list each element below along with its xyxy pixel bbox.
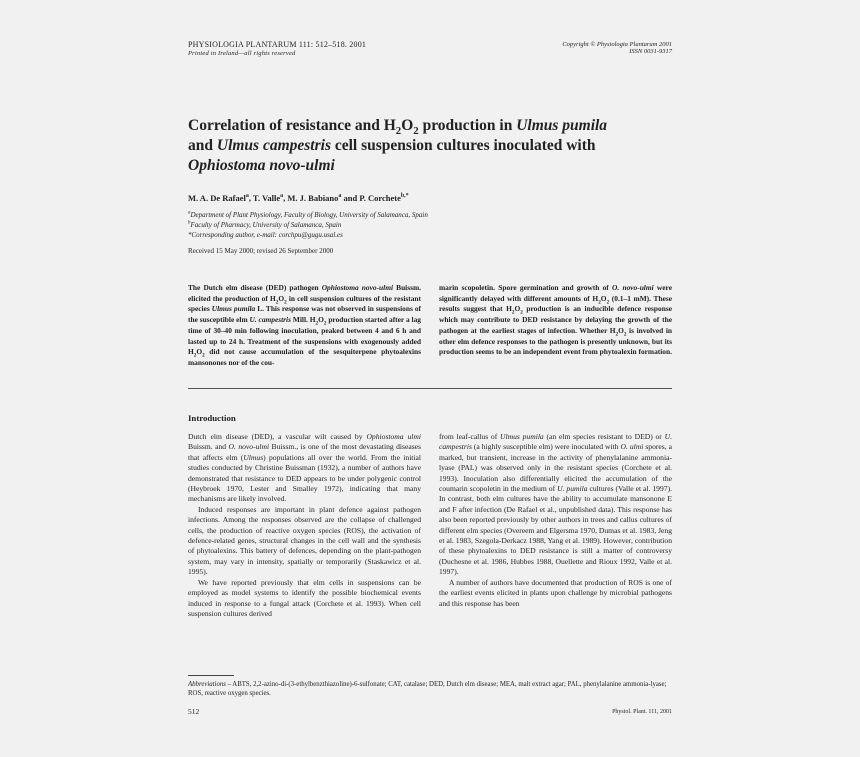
title-text: cell suspension cultures inoculated with	[330, 137, 596, 154]
title-text: O	[401, 117, 414, 134]
paragraph: We have reported previously that elm cells in suspensions can be employed as model systems to identify the possible biochemical events induced in response to a fungal attack (Corchete et al. 1993). When cell suspension cultures derived	[188, 577, 421, 618]
paragraph: A number of authors have documented that production of ROS is one of the earliest events elicited in plants upon challenge by microbial pathogens and this response has been	[439, 577, 672, 608]
author-sup: a	[338, 193, 342, 200]
affil-text: Corresponding author, e-mail: corchpu@gugu.usal.es	[191, 231, 343, 239]
affiliation	[188, 230, 428, 240]
section-heading-introduction: Introduction	[188, 413, 236, 423]
footnote-label: Abbreviations	[188, 681, 226, 688]
title-species: Ophiostoma novo-ulmi	[188, 157, 335, 174]
footnote-rule	[188, 675, 234, 676]
footer-journal: Physiol. Plant. 111, 2001	[612, 709, 672, 715]
paper-title	[188, 116, 658, 176]
title-species: Ulmus campestris	[216, 137, 331, 154]
title-text: and	[188, 137, 217, 154]
page-number: 512	[188, 707, 200, 716]
affil-text: Faculty of Pharmacy, University of Salamanca, Spain	[190, 221, 342, 229]
author-name: and P. Corchete	[341, 193, 401, 203]
paragraph: Induced responses are important in plant defence against pathogen infections. Among the responses observed are the collapse of challenged cells, the production of reactive oxygen species (ROS), the activation of defence-related genes, structural changes in the cell wall and the synthesis of phytoalexins. This battery of defences, depending on the plant-pathogen system, may vary in intensity, spatially or temporarily (Staskawicz et al. 1995).	[188, 504, 421, 577]
affil-sup: *	[188, 231, 192, 239]
author-name: , M. J. Babiano	[283, 193, 339, 203]
affiliation	[188, 210, 428, 220]
author-sup: a	[245, 193, 249, 200]
issn-text: ISSN 0031-9317	[629, 48, 672, 55]
author-name: , T. Valle	[248, 193, 281, 203]
abstract-left-column: The Dutch elm disease (DED) pathogen Ophiostoma novo-ulmi Buissm. elicited the production of $H_2O_2$ in cell suspension cultures of the resistant species Ulmus pumila L. This response was not observed in suspensions of the susceptible elm U. campestris Mill. $H_2O_2$ production started after a lag time of 30–40 min following inoculation, peaked between 4 and 6 h and lasted up to 24 h. Treatment of the suspensions with exogenously added $H_2O_2$ did not cause accumulation of the sesquiterpene phytoalexins mansonones nor of the cou-	[188, 283, 421, 367]
printed-note: Printed in Ireland—all rights reserved	[188, 50, 296, 57]
journal-citation: PHYSIOLOGIA PLANTARUM 111: 512–518. 2001	[188, 40, 367, 49]
title-text: Correlation of resistance and H	[188, 117, 396, 134]
paragraph: Dutch elm disease (DED), a vascular wilt caused by Ophiostoma ulmi Buissm. and O. novo-ulmi Buissm., is one of the most devastating diseases that affects elm (Ulmus) populations all over the world. From the initial studies conducted by Christine Buissman (1932), a number of authors have demonstrated that resistance to DED appears to be under polygenic control (Heybroek 1970, Lester and Smalley 1972), indicating that many mechanisms are likely involved.	[188, 432, 422, 504]
title-sub: 2	[413, 125, 419, 138]
affiliation	[188, 220, 428, 230]
title-text: production in	[418, 117, 517, 134]
journal-header	[188, 40, 366, 57]
body-column-right	[439, 432, 672, 609]
body-column-left	[188, 432, 421, 619]
paragraph: from leaf-callus of Ulmus pumila (an elm species resistant to DED) or U. campestris (a highly susceptible elm) were inoculated with O. ulmi spores, a marked, but transient, increase in the activity of phenylalanine ammonia-lyase (PAL) was observed only in the resistant species (Corchete et al. 1993). Inoculation also differentially elicited the accumulation of the coumarin scopoletin in the medium of U. pumila cultures (Valle et al. 1997). In contrast, both elm cultures have the ability to accumulate mansonone E and F after infection (De Rafael et al., unpublished data). This response has also been reported previously by other authors in trees and callus cultures of different elm species (Overeem and Elgersma 1970, Dumas et al. 1983, Jeng et al. 1983, Szegola-Derkacz 1988, Yang et al. 1989). However, contribution of these phytoalexins to DED resistance is still a matter of controversy (Duchesne et al. 1986, Hubbes 1988, Ouellette and Rioux 1992, Valle et al. 1997).	[439, 432, 672, 577]
affil-text: Department of Plant Physiology, Faculty of Biology, University of Salamanca, Spain	[190, 211, 428, 219]
title-species: Ulmus pumila	[516, 117, 608, 134]
affil-sup: b	[188, 220, 191, 226]
affiliations	[188, 210, 428, 240]
author-name: M. A. De Rafael	[188, 193, 246, 203]
abstract-right-column: marin scopoletin. Spore germination and growth of O. novo-ulmi were significantly delayed with different amounts of $H_2O_2$ (0.1–1 mM). These results suggest that $H_2O_2$ production is an inducible defence response which may contribute to DED resistance by delaying the growth of the pathogen at the earliest stages of infection. Whether $H_2O_2$ is involved in other elm defence responses to the pathogen is presently unknown, but its production seems to be an independent event from phytoalexin formation.	[439, 283, 673, 357]
author-sup: a	[280, 193, 284, 200]
copyright-text: Copyright © Physiologia Plantarum 2001	[562, 41, 672, 48]
author-list	[188, 193, 409, 203]
copyright-header	[562, 41, 672, 55]
abstract-divider	[188, 388, 672, 389]
author-sup: b,*	[400, 193, 409, 200]
footnote-text: – ABTS, 2,2-azino-di-(3-ethylbenzthiazoline)-6-sulfonate; CAT, catalase; DED, Dutch elm disease; MEA, malt extract agar; PAL, phenylalanine ammonia-lyase; ROS, reactive oxygen species.	[188, 681, 667, 697]
title-sub: 2	[395, 125, 402, 138]
abbreviations-footnote	[188, 680, 672, 698]
affil-sup: a	[188, 210, 191, 216]
received-dates: Received 15 May 2000; revised 26 September 2000	[188, 247, 334, 255]
